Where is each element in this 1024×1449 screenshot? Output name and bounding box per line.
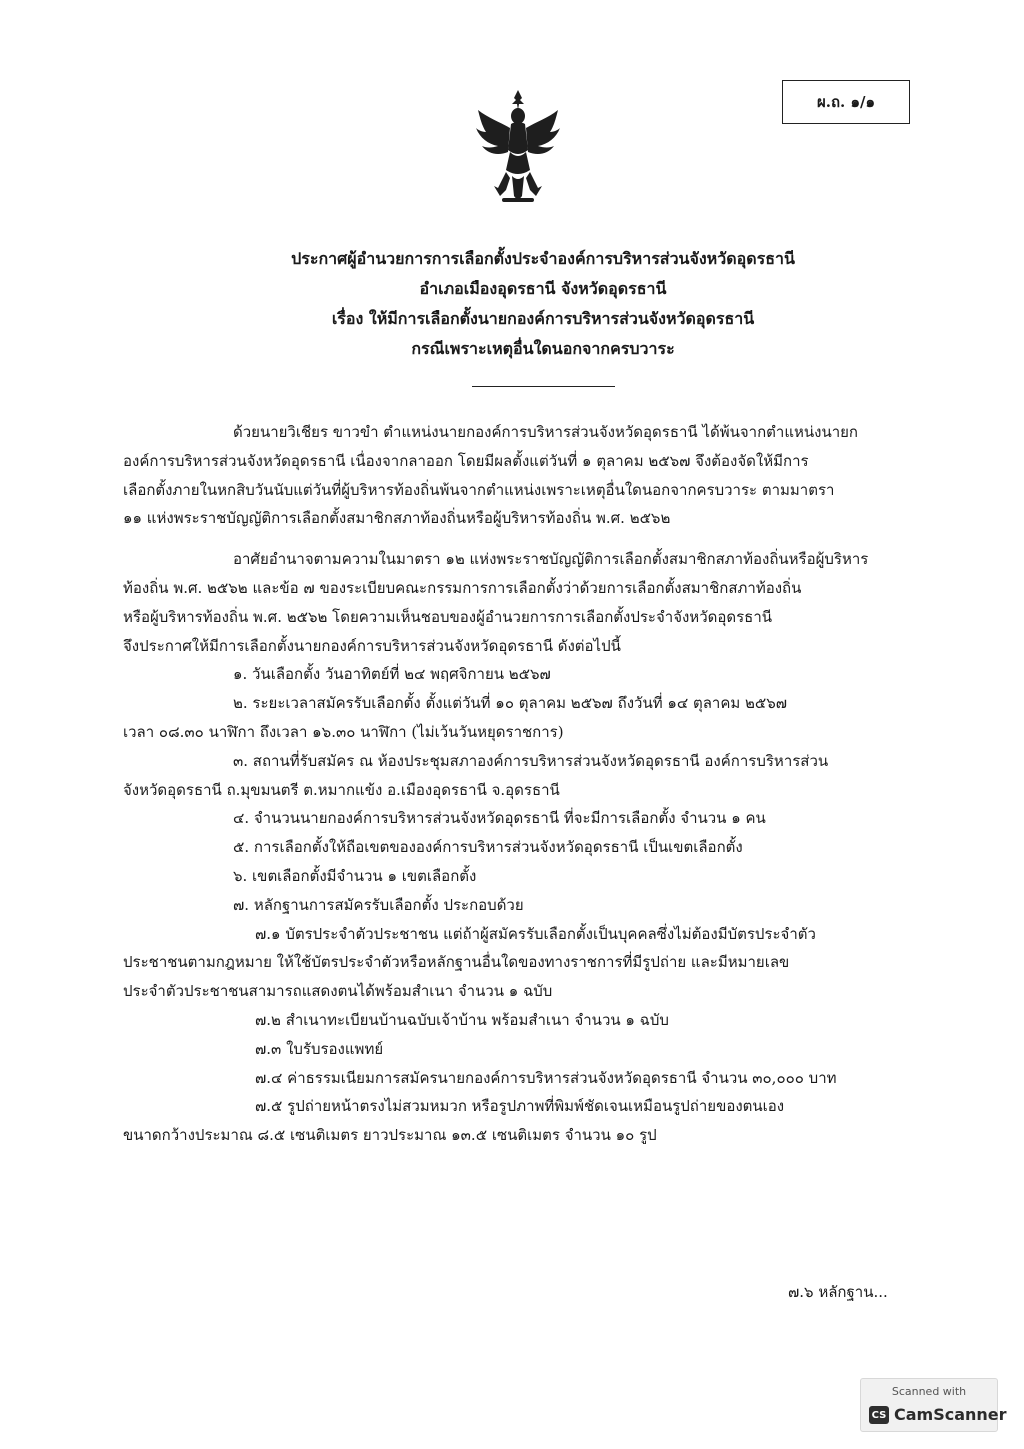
item-7-4: ๗.๔ ค่าธรรมเนียมการสมัครนายกองค์การบริหารส่วนจังหวัดอุดรธานี จำนวน ๓๐,๐๐๐ บาท <box>255 1068 837 1087</box>
camscanner-watermark <box>860 1378 1007 1432</box>
continuation-marker: ๗.๖ หลักฐาน... <box>788 1283 888 1301</box>
item-5: ๕. การเลือกตั้งให้ถือเขตขององค์การบริหารส่วนจังหวัดอุดรธานี เป็นเขตเลือกตั้ง <box>233 838 743 857</box>
item-7-5-line1: ๗.๕ รูปถ่ายหน้าตรงไม่สวมหมวก หรือรูปภาพที่พิมพ์ชัดเจนเหมือนรูปถ่ายของตนเอง <box>255 1097 785 1116</box>
item-3-line1: ๓. สถานที่รับสมัคร ณ ห้องประชุมสภาองค์การบริหารส่วนจังหวัดอุดรธานี องค์การบริหารส่วน <box>233 751 829 770</box>
item-7-1-line2: ประชาชนตามกฎหมาย ให้ใช้บัตรประจำตัวหรือหลักฐานอื่นใดของทางราชการที่มีรูปถ่าย และมีหมายเลข <box>123 953 790 972</box>
item-2-line2: เวลา ๐๘.๓๐ นาฬิกา ถึงเวลา ๑๖.๓๐ นาฬิกา (ไม่เว้นวันหยุดราชการ) <box>123 722 564 741</box>
announcement-body <box>123 418 903 1150</box>
announcement-header <box>150 244 936 364</box>
camscanner-logo-icon: CS <box>869 1406 889 1424</box>
item-4: ๔. จำนวนนายกองค์การบริหารส่วนจังหวัดอุดรธานี ที่จะมีการเลือกตั้ง จำนวน ๑ คน <box>233 809 766 828</box>
para2-line3: หรือผู้บริหารท้องถิ่น พ.ศ. ๒๕๖๒ โดยความเห็นชอบของผู้อำนวยการการเลือกตั้งประจำจังหวัดอุดรธานี <box>123 607 772 626</box>
item-6: ๖. เขตเลือกตั้งมีจำนวน ๑ เขตเลือกตั้ง <box>233 866 477 885</box>
para2-line1: อาศัยอำนาจตามความในมาตรา ๑๒ แห่งพระราชบัญญัติการเลือกตั้งสมาชิกสภาท้องถิ่นหรือผู้บริหาร <box>233 550 869 569</box>
para1-line4: ๑๑ แห่งพระราชบัญญัติการเลือกตั้งสมาชิกสภาท้องถิ่นหรือผู้บริหารท้องถิ่น พ.ศ. ๒๕๖๒ <box>123 509 671 528</box>
item-7-2: ๗.๒ สำเนาทะเบียนบ้านฉบับเจ้าบ้าน พร้อมสำเนา จำนวน ๑ ฉบับ <box>255 1010 669 1029</box>
form-code: ผ.ถ. ๑/๑ <box>816 93 876 111</box>
garuda-emblem-icon <box>472 88 564 208</box>
item-3-line2: จังหวัดอุดรธานี ถ.มุขมนตรี ต.หมากแข้ง อ.เมืองอุดรธานี จ.อุดรธานี <box>123 780 560 799</box>
item-7-3: ๗.๓ ใบรับรองแพทย์ <box>255 1039 384 1058</box>
watermark-scanned-text: Scanned with <box>891 1385 967 1398</box>
header-divider <box>472 386 615 387</box>
item-7: ๗. หลักฐานการสมัครรับเลือกตั้ง ประกอบด้วย <box>233 895 524 914</box>
item-1: ๑. วันเลือกตั้ง วันอาทิตย์ที่ ๒๔ พฤศจิกายน ๒๕๖๗ <box>233 665 551 684</box>
item-7-5-line2: ขนาดกว้างประมาณ ๘.๕ เซนติเมตร ยาวประมาณ ๑๓.๕ เซนติเมตร จำนวน ๑๐ รูป <box>123 1126 657 1145</box>
header-subject: เรื่อง ให้มีการเลือกตั้งนายกองค์การบริหารส่วนจังหวัดอุดรธานี <box>331 309 755 328</box>
item-7-1-line3: ประจำตัวประชาชนสามารถแสดงตนได้พร้อมสำเนา จำนวน ๑ ฉบับ <box>123 982 553 1001</box>
header-line-1: ประกาศผู้อำนวยการการเลือกตั้งประจำองค์การบริหารส่วนจังหวัดอุดรธานี <box>291 249 795 268</box>
para1-line1: ด้วยนายวิเชียร ขาวขำ ตำแหน่งนายกองค์การบริหารส่วนจังหวัดอุดรธานี ได้พ้นจากตำแหน่งนายก <box>233 423 858 441</box>
para1-line3: เลือกตั้งภายในหกสิบวันนับแต่วันที่ผู้บริหารท้องถิ่นพ้นจากตำแหน่งเพราะเหตุอื่นใดนอกจากครบวาระ ตามมาตรา <box>123 480 835 499</box>
para2-line2: ท้องถิ่น พ.ศ. ๒๕๖๒ และข้อ ๗ ของระเบียบคณะกรรมการการเลือกตั้งว่าด้วยการเลือกตั้งสมาชิกสภาท้องถิ่น <box>123 578 802 597</box>
para2-line4: จึงประกาศให้มีการเลือกตั้งนายกองค์การบริหารส่วนจังหวัดอุดรธานี ดังต่อไปนี้ <box>123 636 621 655</box>
watermark-brand: CamScanner <box>894 1405 1007 1424</box>
form-code-box <box>782 80 910 124</box>
header-line-2: อำเภอเมืองอุดรธานี จังหวัดอุดรธานี <box>419 279 667 298</box>
item-7-1-line1: ๗.๑ บัตรประจำตัวประชาชน แต่ถ้าผู้สมัครรับเลือกตั้งเป็นบุคคลซึ่งไม่ต้องมีบัตรประจำตัว <box>255 924 816 943</box>
item-2-line1: ๒. ระยะเวลาสมัครรับเลือกตั้ง ตั้งแต่วันที่ ๑๐ ตุลาคม ๒๕๖๗ ถึงวันที่ ๑๔ ตุลาคม ๒๕๖๗ <box>233 694 788 713</box>
header-case: กรณีเพราะเหตุอื่นใดนอกจากครบวาระ <box>411 339 675 358</box>
para1-line2: องค์การบริหารส่วนจังหวัดอุดรธานี เนื่องจากลาออก โดยมีผลตั้งแต่วันที่ ๑ ตุลาคม ๒๕๖๗ จึงต้องจัดให้มีการ <box>123 451 809 470</box>
